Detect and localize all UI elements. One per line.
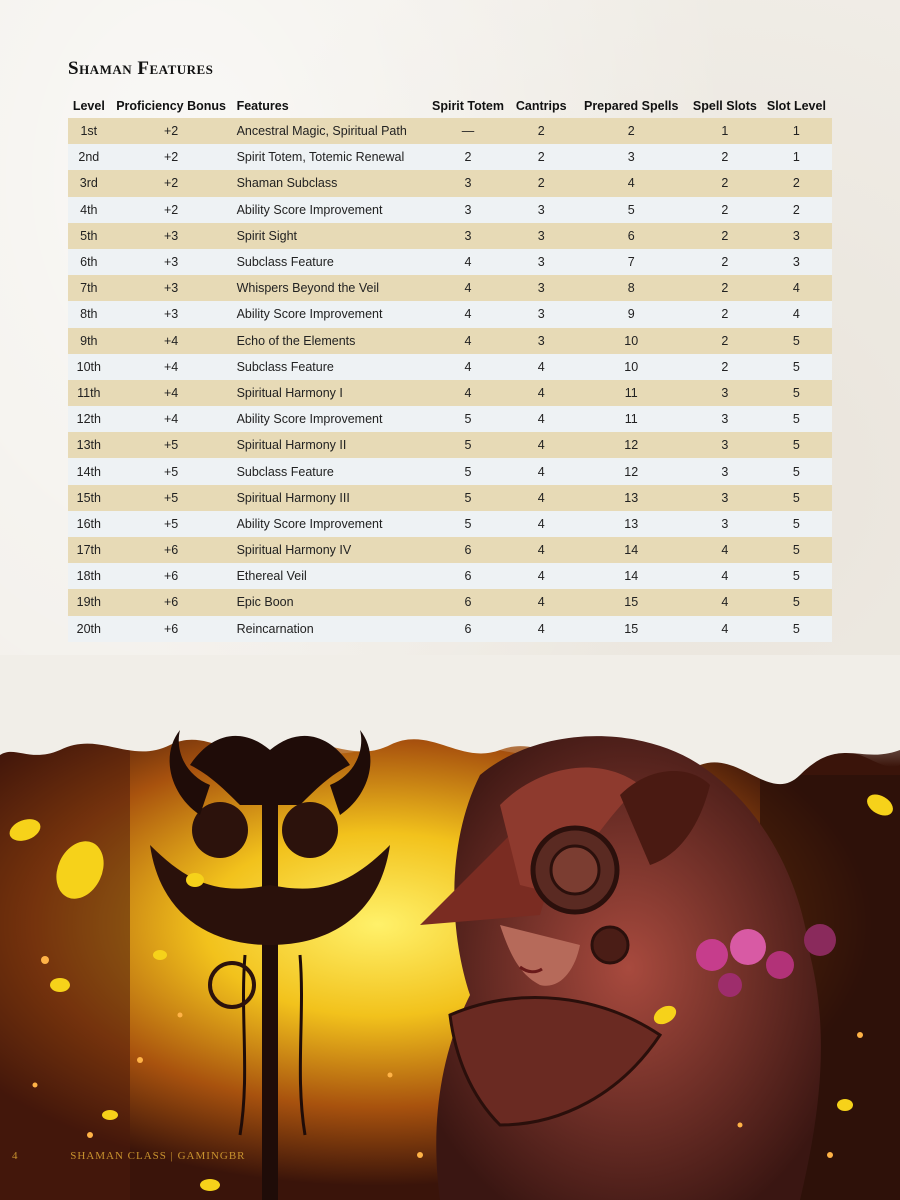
cell-level: 11th: [68, 380, 110, 406]
cell-level: 2nd: [68, 144, 110, 170]
cell-slot-level: 5: [761, 589, 832, 615]
cell-prepared-spells: 6: [574, 223, 689, 249]
cell-spirit-totem: 3: [427, 170, 509, 196]
cell-cantrips: 4: [509, 485, 574, 511]
page-footer: [12, 1150, 246, 1162]
cell-proficiency-bonus: +4: [110, 380, 233, 406]
cell-cantrips: 2: [509, 118, 574, 144]
cell-prepared-spells: 14: [574, 563, 689, 589]
cell-slot-level: 5: [761, 458, 832, 484]
cell-level: 9th: [68, 328, 110, 354]
table-row: [68, 458, 832, 484]
cell-features: Spirit Totem, Totemic Renewal: [233, 144, 428, 170]
cell-spell-slots: 4: [689, 537, 761, 563]
cell-cantrips: 4: [509, 616, 574, 642]
cell-prepared-spells: 2: [574, 118, 689, 144]
cell-features: Echo of the Elements: [233, 328, 428, 354]
cell-slot-level: 5: [761, 432, 832, 458]
cell-proficiency-bonus: +2: [110, 170, 233, 196]
cell-proficiency-bonus: +4: [110, 406, 233, 432]
cell-cantrips: 3: [509, 223, 574, 249]
header-slot-level: Slot Level: [766, 99, 826, 113]
cell-features: Shaman Subclass: [233, 170, 428, 196]
cell-spirit-totem: 3: [427, 223, 509, 249]
cell-prepared-spells: 4: [574, 170, 689, 196]
cell-spirit-totem: 6: [427, 616, 509, 642]
cell-level: 3rd: [68, 170, 110, 196]
footer-text: SHAMAN CLASS | GAMINGBR: [70, 1150, 246, 1162]
cell-proficiency-bonus: +2: [110, 197, 233, 223]
cell-spirit-totem: 5: [427, 406, 509, 432]
header-prepared-spells: Prepared Spells: [583, 99, 679, 113]
cell-prepared-spells: 13: [574, 511, 689, 537]
cell-spirit-totem: 4: [427, 301, 509, 327]
cell-slot-level: 2: [761, 197, 832, 223]
table-row: [68, 197, 832, 223]
cell-prepared-spells: 15: [574, 616, 689, 642]
cell-features: Subclass Feature: [233, 249, 428, 275]
cell-cantrips: 3: [509, 249, 574, 275]
cell-spirit-totem: 4: [427, 275, 509, 301]
cell-spell-slots: 2: [689, 170, 761, 196]
cell-spell-slots: 3: [689, 380, 761, 406]
cell-slot-level: 5: [761, 380, 832, 406]
cell-proficiency-bonus: +6: [110, 537, 233, 563]
cell-proficiency-bonus: +6: [110, 616, 233, 642]
table-row: [68, 223, 832, 249]
cell-spirit-totem: 2: [427, 144, 509, 170]
cell-cantrips: 3: [509, 301, 574, 327]
cell-features: Ethereal Veil: [233, 563, 428, 589]
cell-level: 20th: [68, 616, 110, 642]
header-cantrips: Cantrips: [515, 99, 567, 113]
cell-cantrips: 4: [509, 589, 574, 615]
cell-proficiency-bonus: +5: [110, 511, 233, 537]
cell-features: Ability Score Improvement: [233, 511, 428, 537]
header-level: Level: [72, 99, 105, 113]
header-proficiency-bonus: Proficiency Bonus: [116, 99, 226, 113]
cell-prepared-spells: 8: [574, 275, 689, 301]
cell-proficiency-bonus: +2: [110, 144, 233, 170]
cell-slot-level: 4: [761, 275, 832, 301]
cell-spirit-totem: 6: [427, 537, 509, 563]
cell-cantrips: 3: [509, 197, 574, 223]
cell-slot-level: 4: [761, 301, 832, 327]
table-row: [68, 380, 832, 406]
cell-prepared-spells: 12: [574, 458, 689, 484]
table-row: [68, 301, 832, 327]
cell-spell-slots: 2: [689, 144, 761, 170]
header-spell-slots: Spell Slots: [692, 99, 757, 113]
cell-slot-level: 5: [761, 563, 832, 589]
cell-level: 18th: [68, 563, 110, 589]
cell-prepared-spells: 5: [574, 197, 689, 223]
cell-spell-slots: 4: [689, 563, 761, 589]
cell-features: Spiritual Harmony I: [233, 380, 428, 406]
cell-level: 15th: [68, 485, 110, 511]
cell-prepared-spells: 13: [574, 485, 689, 511]
cell-cantrips: 4: [509, 511, 574, 537]
cell-slot-level: 1: [761, 118, 832, 144]
header-spirit-totem: Spirit Totem: [432, 99, 504, 113]
cell-slot-level: 3: [761, 223, 832, 249]
cell-spell-slots: 4: [689, 589, 761, 615]
cell-spell-slots: 2: [689, 301, 761, 327]
cell-spirit-totem: 6: [427, 563, 509, 589]
cell-spell-slots: 2: [689, 275, 761, 301]
cell-features: Ability Score Improvement: [233, 197, 428, 223]
cell-spirit-totem: 4: [427, 328, 509, 354]
cell-spell-slots: 3: [689, 485, 761, 511]
cell-prepared-spells: 10: [574, 328, 689, 354]
cell-cantrips: 4: [509, 354, 574, 380]
cell-slot-level: 5: [761, 328, 832, 354]
table-row: [68, 537, 832, 563]
cell-level: 10th: [68, 354, 110, 380]
cell-features: Spiritual Harmony II: [233, 432, 428, 458]
table-row: [68, 616, 832, 642]
cell-cantrips: 3: [509, 275, 574, 301]
cell-spirit-totem: 3: [427, 197, 509, 223]
table-row: [68, 432, 832, 458]
cell-slot-level: 3: [761, 249, 832, 275]
cell-spirit-totem: 5: [427, 485, 509, 511]
cell-prepared-spells: 9: [574, 301, 689, 327]
cell-proficiency-bonus: +5: [110, 432, 233, 458]
cell-level: 14th: [68, 458, 110, 484]
cell-prepared-spells: 7: [574, 249, 689, 275]
cell-spirit-totem: 4: [427, 380, 509, 406]
cell-spell-slots: 3: [689, 511, 761, 537]
cell-cantrips: 4: [509, 432, 574, 458]
cell-spell-slots: 2: [689, 223, 761, 249]
cell-level: 6th: [68, 249, 110, 275]
cell-features: Ability Score Improvement: [233, 406, 428, 432]
cell-features: Epic Boon: [233, 589, 428, 615]
cell-features: Spirit Sight: [233, 223, 428, 249]
cell-prepared-spells: 15: [574, 589, 689, 615]
cell-proficiency-bonus: +6: [110, 589, 233, 615]
cell-spell-slots: 2: [689, 197, 761, 223]
cell-spell-slots: 3: [689, 432, 761, 458]
table-row: [68, 589, 832, 615]
cell-spirit-totem: 5: [427, 511, 509, 537]
cell-spirit-totem: 4: [427, 354, 509, 380]
table-row: [68, 354, 832, 380]
cell-spell-slots: 2: [689, 249, 761, 275]
cell-slot-level: 2: [761, 170, 832, 196]
cell-cantrips: 4: [509, 458, 574, 484]
cell-spirit-totem: —: [427, 118, 509, 144]
cell-slot-level: 5: [761, 354, 832, 380]
cell-proficiency-bonus: +4: [110, 354, 233, 380]
cell-prepared-spells: 11: [574, 380, 689, 406]
cell-cantrips: 4: [509, 406, 574, 432]
cell-level: 17th: [68, 537, 110, 563]
table-row: [68, 511, 832, 537]
cell-level: 5th: [68, 223, 110, 249]
cell-spirit-totem: 6: [427, 589, 509, 615]
table-row: [68, 406, 832, 432]
cell-features: Subclass Feature: [233, 458, 428, 484]
cell-spell-slots: 3: [689, 406, 761, 432]
cell-features: Spiritual Harmony III: [233, 485, 428, 511]
cell-spirit-totem: 5: [427, 432, 509, 458]
cell-spell-slots: 4: [689, 616, 761, 642]
table-row: [68, 328, 832, 354]
table-row: [68, 275, 832, 301]
cell-prepared-spells: 11: [574, 406, 689, 432]
cell-slot-level: 5: [761, 406, 832, 432]
cell-cantrips: 2: [509, 170, 574, 196]
cell-prepared-spells: 12: [574, 432, 689, 458]
cell-spell-slots: 2: [689, 354, 761, 380]
cell-proficiency-bonus: +4: [110, 328, 233, 354]
cell-cantrips: 3: [509, 328, 574, 354]
cell-spell-slots: 3: [689, 458, 761, 484]
cell-level: 4th: [68, 197, 110, 223]
cell-cantrips: 4: [509, 380, 574, 406]
cell-proficiency-bonus: +2: [110, 118, 233, 144]
cell-level: 7th: [68, 275, 110, 301]
table-row: [68, 170, 832, 196]
cell-cantrips: 4: [509, 563, 574, 589]
cell-proficiency-bonus: +3: [110, 275, 233, 301]
cell-features: Ancestral Magic, Spiritual Path: [233, 118, 428, 144]
cell-level: 12th: [68, 406, 110, 432]
cell-proficiency-bonus: +3: [110, 301, 233, 327]
cell-proficiency-bonus: +5: [110, 458, 233, 484]
cell-features: Spiritual Harmony IV: [233, 537, 428, 563]
cell-slot-level: 1: [761, 144, 832, 170]
table-header-row: [68, 94, 832, 118]
table-row: [68, 563, 832, 589]
cell-level: 1st: [68, 118, 110, 144]
header-features: Features: [236, 99, 289, 113]
table-row: [68, 249, 832, 275]
cell-slot-level: 5: [761, 537, 832, 563]
cell-level: 13th: [68, 432, 110, 458]
cell-spell-slots: 1: [689, 118, 761, 144]
cell-spell-slots: 2: [689, 328, 761, 354]
cell-slot-level: 5: [761, 511, 832, 537]
shaman-features-table: [68, 94, 832, 642]
cell-level: 16th: [68, 511, 110, 537]
cell-prepared-spells: 10: [574, 354, 689, 380]
table-row: [68, 144, 832, 170]
table-row: [68, 118, 832, 144]
cell-features: Ability Score Improvement: [233, 301, 428, 327]
cell-level: 8th: [68, 301, 110, 327]
cell-prepared-spells: 14: [574, 537, 689, 563]
cell-features: Subclass Feature: [233, 354, 428, 380]
cell-spirit-totem: 5: [427, 458, 509, 484]
cell-cantrips: 2: [509, 144, 574, 170]
cell-proficiency-bonus: +3: [110, 223, 233, 249]
cell-spirit-totem: 4: [427, 249, 509, 275]
table-row: [68, 485, 832, 511]
cell-cantrips: 4: [509, 537, 574, 563]
shaman-illustration: [0, 655, 900, 1200]
section-title: Shaman Features: [68, 58, 214, 79]
cell-slot-level: 5: [761, 616, 832, 642]
cell-features: Whispers Beyond the Veil: [233, 275, 428, 301]
cell-proficiency-bonus: +5: [110, 485, 233, 511]
page-number: 4: [12, 1150, 19, 1162]
cell-proficiency-bonus: +3: [110, 249, 233, 275]
cell-prepared-spells: 3: [574, 144, 689, 170]
cell-features: Reincarnation: [233, 616, 428, 642]
cell-level: 19th: [68, 589, 110, 615]
cell-proficiency-bonus: +6: [110, 563, 233, 589]
cell-slot-level: 5: [761, 485, 832, 511]
